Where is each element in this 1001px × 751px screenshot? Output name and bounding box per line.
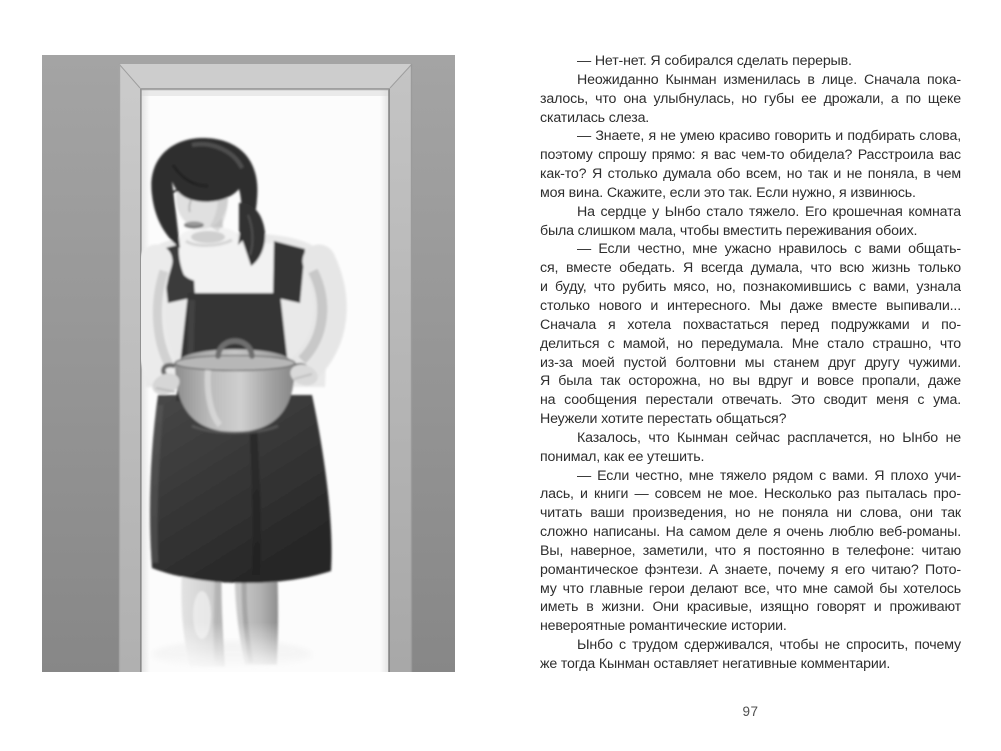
floor-shadow [152, 642, 312, 668]
text-line: понимал, как ее утешить. [540, 448, 705, 465]
text-line: — Знаете, я не умею красиво говорить и подбирать слова, [577, 128, 961, 145]
text-line: поэтому спрошу прямо: я вас чем-то обидела? Расстроила вас [540, 147, 961, 164]
text-line: сложно написаны. На самом деле я очень люблю веб-романы. [540, 524, 961, 541]
text-line: же тогда Кынман оставляет негативные комментарии. [540, 656, 891, 672]
text-line: и буду, что рубить мясо, но, познакомившись с вами, узнала [540, 279, 961, 296]
text-line: залось, что она улыбнулась, но губы ее дрожали, а по щеке [540, 90, 961, 107]
text-line: невероятные романтические истории. [540, 618, 787, 635]
text-line: му что главные герои делают все, что мне самой бы хотелось [540, 580, 961, 597]
illustration-canvas [42, 55, 455, 672]
text-line: На сердце у Ынбо стало тяжело. Его крошечная комната [577, 203, 961, 220]
text-line: скатилась слеза. [540, 109, 650, 126]
text-line: делиться с мамой, но передумала. Мне стало страшно, что [540, 335, 961, 352]
text-line: моя вина. Скажите, если это так. Если нужно, я извинюсь. [540, 184, 916, 201]
page-text [540, 52, 961, 674]
text-line: — Если честно, мне тяжело рядом с вами. Я плохо учи- [577, 467, 961, 484]
text-line: на сообщения перестали отвечать. Это сводит меня с ума. [540, 392, 961, 409]
text-line: Сначала я хотела похвастаться перед подружками и по- [540, 316, 961, 333]
text-line: Казалось, что Кынман сейчас расплачется, но Ынбо не [577, 429, 961, 446]
page-number: 97 [742, 703, 759, 719]
page-text-column [540, 52, 961, 719]
text-line: Я была так осторожна, но вы вдруг и вовсе пропали, даже [540, 373, 961, 390]
text-line: — Если честно, мне ужасно нравилось с вами общать- [577, 241, 961, 258]
text-line: столько нового и интересного. Мы даже вместе выпивали... [540, 297, 961, 314]
text-line: Вы, наверное, заметили, что я постоянно в телефоне: читаю [540, 542, 961, 559]
text-line: ся, вместе обедать. Я всегда думала, что всю жизнь только [540, 260, 961, 277]
text-line: иметь в жизни. Они красивые, изящно говорят и проживают [540, 599, 961, 616]
text-line: романтическое фэнтези. А знаете, почему я его читаю? Пото- [540, 561, 961, 578]
text-line: из-за моей пустой болтовни мы станем друг другу чужими. [540, 354, 961, 371]
text-line: как-то? Я столько думала обо всем, но так и не поняла, в чем [540, 166, 961, 183]
illustration-woman-holding-pot [42, 55, 455, 672]
text-line: Ынбо с трудом сдерживался, чтобы не спросить, почему [577, 637, 961, 654]
text-line: Неужели хотите перестать общаться? [540, 411, 787, 428]
text-line: — Нет-нет. Я собирался сделать перерыв. [577, 53, 852, 69]
text-line: читать ваши произведения, но не поняла ни слова, они так [540, 505, 961, 522]
text-line: была слишком мала, чтобы вместить переживания обоих. [540, 222, 918, 239]
text-line: лась, и книги — совсем не мое. Несколько раз пыталась про- [540, 486, 961, 503]
text-line: Неожиданно Кынман изменилась в лице. Сначала пока- [577, 71, 961, 88]
